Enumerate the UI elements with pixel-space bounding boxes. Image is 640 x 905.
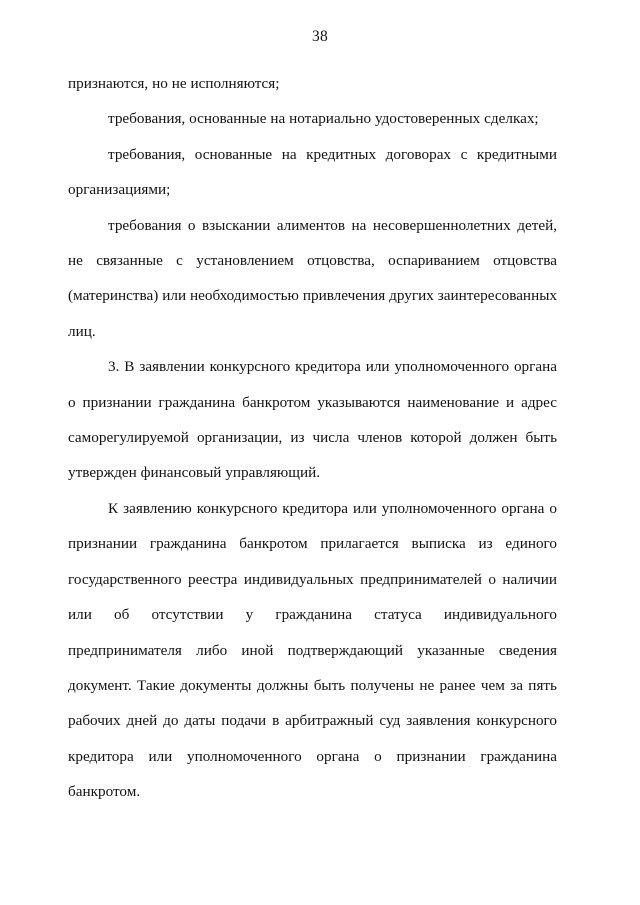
paragraph-3: требования, основанные на кредитных договорах с кредитными организациями;: [68, 145, 557, 199]
page-number: 38: [312, 28, 328, 45]
paragraph-4: требования о взыскании алиментов на несовершеннолетних детей, не связанные с установлением отцовства, оспариванием отцовства (материнства) или необходимостью привлечения других заинтересованных лиц.: [68, 216, 557, 340]
paragraph-1: признаются, но не исполняются;: [68, 75, 280, 92]
paragraph-5: 3. В заявлении конкурсного кредитора или уполномоченного органа о признании гражданина банкротом указываются наименование и адрес саморегулируемой организации, из числа членов которой должен быть утвержден финансовый управляющий.: [68, 358, 557, 482]
paragraph-6: К заявлению конкурсного кредитора или уполномоченного органа о признании гражданина банкротом прилагается выписка из единого государственного реестра индивидуальных предпринимателей о наличии или об отсутствии у гражданина статуса индивидуального предпринимателя либо иной подтверждающий указанные сведения документ. Такие документы должны быть получены не ранее чем за пять рабочих дней до даты подачи в арбитражный суд заявления конкурсного кредитора или уполномоченного органа о признании гражданина банкротом.: [68, 499, 557, 801]
document-body: [68, 66, 557, 810]
paragraph-2: требования, основанные на нотариально удостоверенных сделках;: [108, 110, 539, 128]
